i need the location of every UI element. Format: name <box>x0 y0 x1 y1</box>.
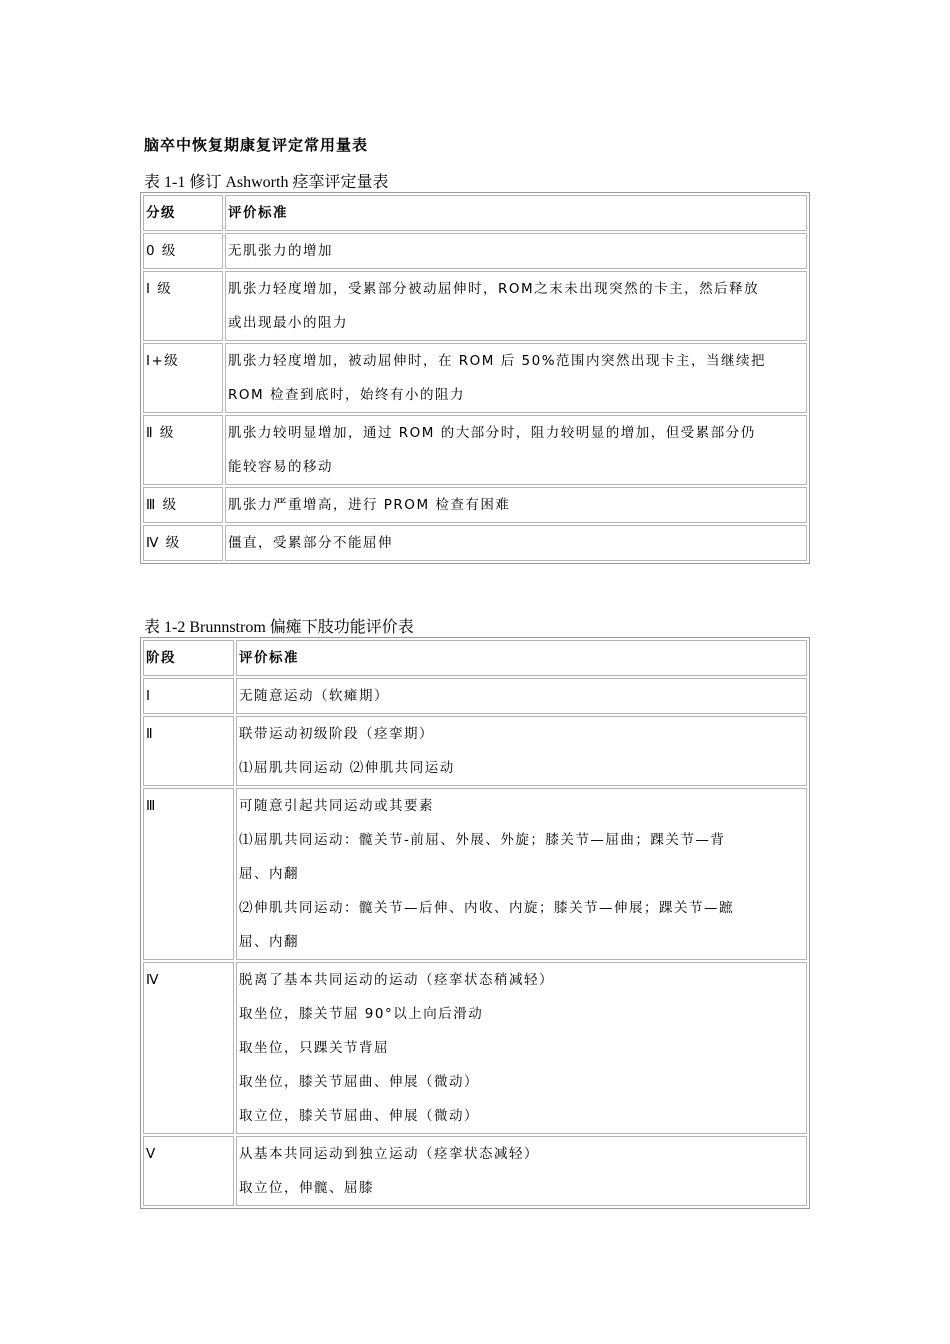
level-cell: Ⅰ <box>143 678 234 714</box>
criteria-cell <box>225 343 807 413</box>
criteria-line: 屈、内翻 <box>239 934 299 950</box>
criteria-cell <box>236 716 807 786</box>
criteria-cell <box>225 415 807 485</box>
document-title: 脑卒中恢复期康复评定常用量表 <box>144 136 369 154</box>
criteria-line: 肌张力严重增高，进行 PROM 检查有困难 <box>228 497 511 513</box>
level-cell: Ⅰ 级 <box>143 271 223 341</box>
criteria-line: 肌张力较明显增加，通过 ROM 的大部分时，阻力较明显的增加，但受累部分仍 <box>228 425 756 441</box>
table-row <box>143 788 807 960</box>
ashworth-table <box>140 192 810 564</box>
criteria-line: 取立位，伸髋、屈膝 <box>239 1180 374 1196</box>
table-row <box>143 678 807 714</box>
header-cell-criteria: 评价标准 <box>236 640 807 676</box>
criteria-line: ⑵伸肌共同运动：髋关节—后伸、内收、内旋；膝关节—伸展；踝关节—蹠 <box>239 900 734 916</box>
table-row <box>143 1136 807 1206</box>
criteria-line: 或出现最小的阻力 <box>228 315 348 331</box>
table-row <box>143 343 807 413</box>
criteria-line: 联带运动初级阶段（痉挛期） <box>239 726 434 742</box>
criteria-line: 屈、内翻 <box>239 866 299 882</box>
level-cell: Ⅱ <box>143 716 234 786</box>
table-row <box>143 487 807 523</box>
table-row <box>143 415 807 485</box>
criteria-line: 取坐位，膝关节屈曲、伸展（微动） <box>239 1074 479 1090</box>
ashworth-table-body <box>143 195 807 561</box>
criteria-line: 取坐位，膝关节屈 90°以上向后滑动 <box>239 1006 484 1022</box>
criteria-line: 无肌张力的增加 <box>228 243 333 259</box>
criteria-line: 能较容易的移动 <box>228 459 333 475</box>
criteria-line: 肌张力轻度增加，受累部分被动屈伸时，ROM之末未出现突然的卡主，然后释放 <box>228 281 760 297</box>
criteria-cell <box>236 1136 807 1206</box>
criteria-line: 可随意引起共同运动或其要素 <box>239 798 434 814</box>
level-cell: Ⅲ <box>143 788 234 960</box>
criteria-line: ⑴屈肌共同运动：髋关节-前屈、外展、外旋；膝关节—屈曲；踝关节—背 <box>239 832 726 848</box>
criteria-line: 从基本共同运动到独立运动（痉挛状态减轻） <box>239 1146 539 1162</box>
criteria-cell <box>225 233 807 269</box>
level-cell: Ⅲ 级 <box>143 487 223 523</box>
table2-caption: 表 1-2 Brunnstrom 偏瘫下肢功能评价表 <box>144 619 414 636</box>
brunnstrom-table-body <box>143 640 807 1206</box>
level-cell: Ⅳ <box>143 962 234 1134</box>
level-cell: 0 级 <box>143 233 223 269</box>
level-cell: Ⅱ 级 <box>143 415 223 485</box>
criteria-cell <box>236 678 807 714</box>
header-cell-stage: 阶段 <box>143 640 234 676</box>
table-row <box>143 716 807 786</box>
criteria-cell <box>236 962 807 1134</box>
header-cell-criteria: 评价标准 <box>225 195 807 231</box>
criteria-line: ROM 检查到底时，始终有小的阻力 <box>228 387 465 403</box>
table-row <box>143 233 807 269</box>
level-cell: Ⅳ 级 <box>143 525 223 561</box>
criteria-line: 无随意运动（软瘫期） <box>239 688 389 704</box>
table-header-row <box>143 195 807 231</box>
criteria-cell <box>225 487 807 523</box>
criteria-line: 取坐位，只踝关节背屈 <box>239 1040 389 1056</box>
criteria-line: ⑴屈肌共同运动 ⑵伸肌共同运动 <box>239 760 455 776</box>
table-row <box>143 962 807 1134</box>
criteria-line: 肌张力轻度增加，被动屈伸时，在 ROM 后 50%范围内突然出现卡主，当继续把 <box>228 353 767 369</box>
brunnstrom-table <box>140 637 810 1209</box>
table-row <box>143 525 807 561</box>
criteria-cell <box>225 271 807 341</box>
level-cell: Ⅰ+级 <box>143 343 223 413</box>
criteria-cell <box>225 525 807 561</box>
criteria-line: 僵直，受累部分不能屈伸 <box>228 535 393 551</box>
criteria-line: 脱离了基本共同运动的运动（痉挛状态稍减轻） <box>239 972 554 988</box>
table-header-row <box>143 640 807 676</box>
level-cell: Ⅴ <box>143 1136 234 1206</box>
table1-caption: 表 1-1 修订 Ashworth 痉挛评定量表 <box>144 174 389 191</box>
criteria-cell <box>236 788 807 960</box>
header-cell-level: 分级 <box>143 195 223 231</box>
criteria-line: 取立位，膝关节屈曲、伸展（微动） <box>239 1108 479 1124</box>
table-row <box>143 271 807 341</box>
